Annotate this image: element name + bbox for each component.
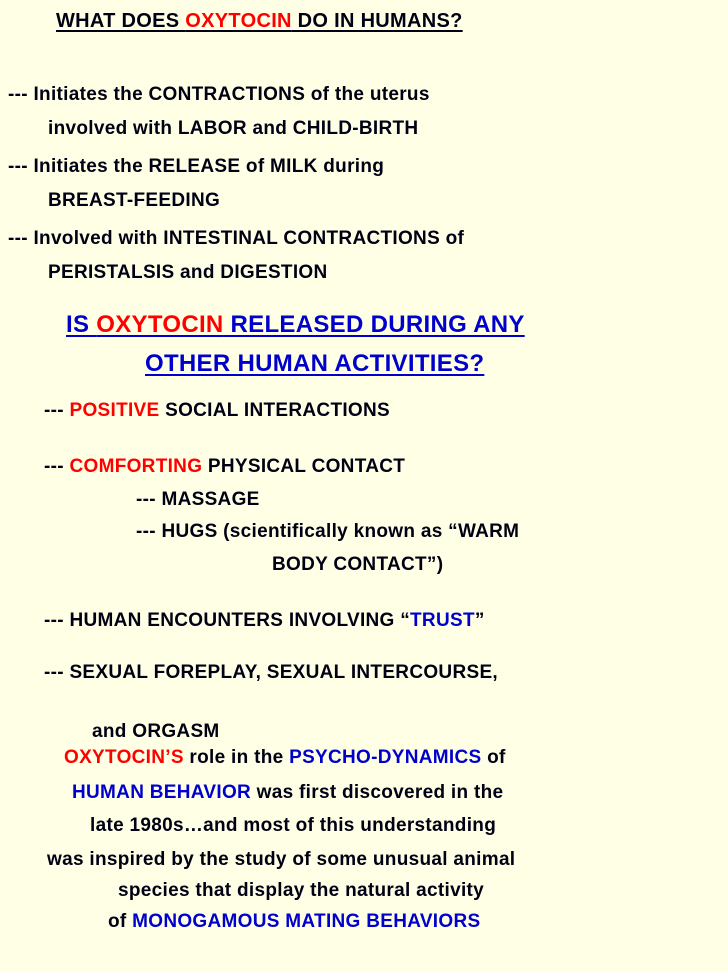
- function-3-line1: --- Involved with INTESTINAL CONTRACTIONS of: [8, 228, 465, 249]
- question-line1: [66, 311, 525, 339]
- activity-social: --- POSITIVE SOCIAL INTERACTIONS: [44, 400, 391, 421]
- activity-contact-highlight: COMFORTING: [69, 456, 203, 477]
- function-2-line2: BREAST-FEEDING: [48, 190, 221, 211]
- summary-line6: of MONOGAMOUS MATING BEHAVIORS: [108, 911, 481, 932]
- summary-line2: HUMAN BEHAVIOR was first discovered in the: [72, 782, 504, 803]
- question-highlight: OXYTOCIN: [96, 311, 224, 338]
- summary-line4: was inspired by the study of some unusual animal: [47, 849, 516, 870]
- activity-social-highlight: POSITIVE: [69, 400, 160, 421]
- function-1-line1: --- Initiates the CONTRACTIONS of the uterus: [8, 84, 430, 105]
- function-1-line2: involved with LABOR and CHILD-BIRTH: [48, 118, 419, 139]
- activity-trust: --- HUMAN ENCOUNTERS INVOLVING “TRUST”: [44, 610, 485, 631]
- question-line2: OTHER HUMAN ACTIVITIES?: [145, 350, 485, 377]
- summary-line3: late 1980s…and most of this understanding: [90, 815, 497, 836]
- question-post: RELEASED DURING ANY: [223, 311, 525, 338]
- activity-contact-hugs-cont: BODY CONTACT”): [272, 554, 444, 575]
- activity-sexual-line2: and ORGASM: [92, 721, 220, 742]
- function-3-line2: PERISTALSIS and DIGESTION: [48, 262, 328, 283]
- activity-contact: --- COMFORTING PHYSICAL CONTACT: [44, 456, 406, 477]
- activity-contact-hugs: --- HUGS (scientifically known as “WARM: [136, 521, 520, 542]
- function-2-line1: --- Initiates the RELEASE of MILK during: [8, 156, 385, 177]
- question-pre: IS: [66, 311, 97, 338]
- page-title: [56, 10, 463, 33]
- summary-line5: species that display the natural activity: [118, 880, 485, 901]
- activity-contact-massage: --- MASSAGE: [136, 489, 260, 510]
- activity-trust-highlight: TRUST: [410, 610, 475, 631]
- title-highlight: OXYTOCIN: [185, 10, 292, 32]
- activity-sexual-line1: --- SEXUAL FOREPLAY, SEXUAL INTERCOURSE,: [44, 662, 498, 683]
- summary-line1: OXYTOCIN’S role in the PSYCHO-DYNAMICS of: [64, 747, 506, 768]
- title-post: DO IN HUMANS?: [291, 10, 463, 32]
- title-pre: WHAT DOES: [56, 10, 186, 32]
